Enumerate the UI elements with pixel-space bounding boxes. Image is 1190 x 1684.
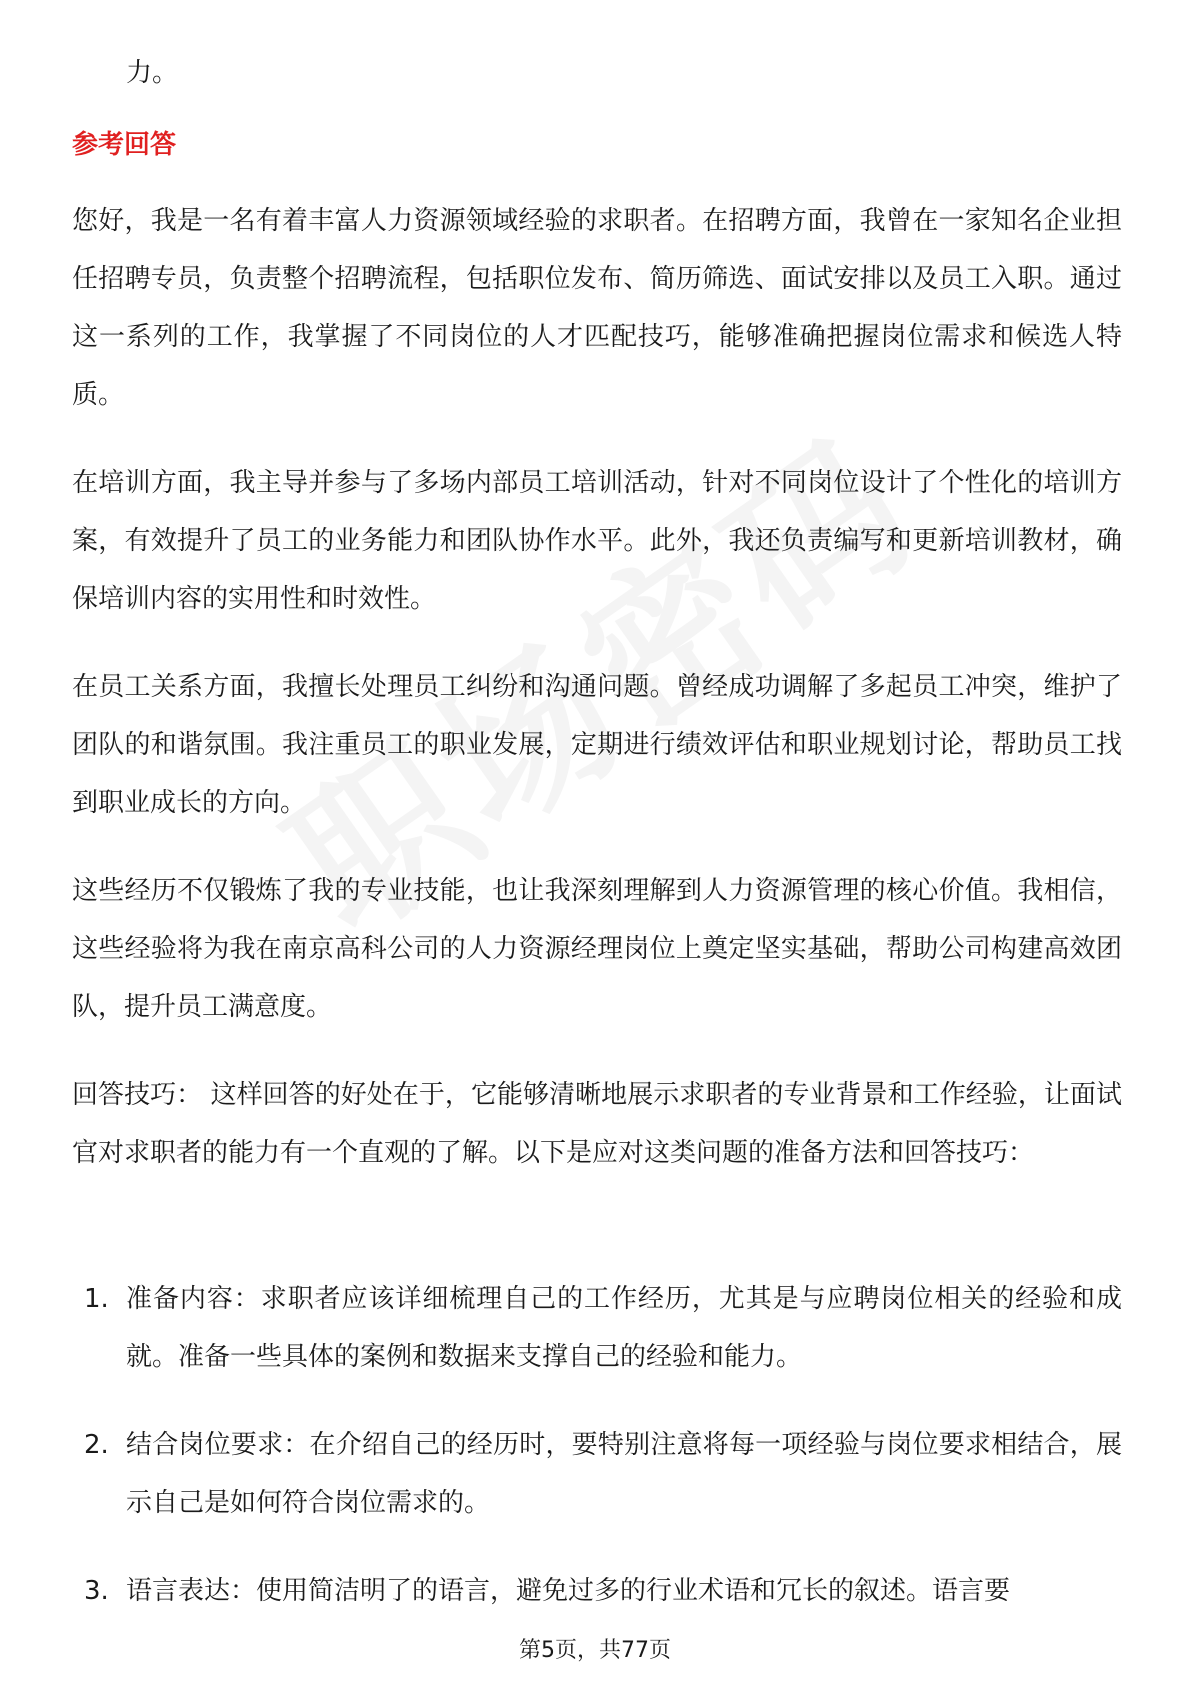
list-item-number: 2. bbox=[84, 1430, 109, 1460]
list-item-number: 1. bbox=[84, 1284, 109, 1314]
list-item bbox=[84, 1416, 1122, 1532]
paragraph-summary: 这些经历不仅锻炼了我的专业技能，也让我深刻理解到人力资源管理的核心价值。我相信，这些经验将为我在南京高科公司的人力资源经理岗位上奠定坚实基础，帮助公司构建高效团队，提升员工满意度。 bbox=[72, 876, 1122, 1022]
page-number-footer: 第5页，共77页 bbox=[519, 1638, 671, 1663]
list-item bbox=[84, 1562, 1122, 1620]
section-title: 参考回答 bbox=[72, 130, 177, 160]
paragraph-training: 在培训方面，我主导并参与了多场内部员工培训活动，针对不同岗位设计了个性化的培训方案，有效提升了员工的业务能力和团队协作水平。此外，我还负责编写和更新培训教材，确保培训内容的实用性和时效性。 bbox=[72, 468, 1122, 614]
paragraph-employee-relations: 在员工关系方面，我擅长处理员工纠纷和沟通问题。曾经成功调解了多起员工冲突，维护了团队的和谐氛围。我注重员工的职业发展，定期进行绩效评估和职业规划讨论，帮助员工找到职业成长的方向。 bbox=[72, 672, 1122, 818]
list-item-text: 结合岗位要求：在介绍自己的经历时，要特别注意将每一项经验与岗位要求相结合，展示自己是如何符合岗位需求的。 bbox=[126, 1430, 1122, 1518]
list-item-number: 3. bbox=[84, 1576, 109, 1606]
list-item-text: 语言表达：使用简洁明了的语言，避免过多的行业术语和冗长的叙述。语言要 bbox=[126, 1576, 1011, 1606]
paragraph-recruiting: 您好，我是一名有着丰富人力资源领域经验的求职者。在招聘方面，我曾在一家知名企业担任招聘专员，负责整个招聘流程，包括职位发布、简历筛选、面试安排以及员工入职。通过这一系列的工作，我掌握了不同岗位的人才匹配技巧，能够准确把握岗位需求和候选人特质。 bbox=[72, 206, 1122, 410]
list-item bbox=[84, 1270, 1122, 1386]
paragraph-answer-tips: 回答技巧： 这样回答的好处在于，它能够清晰地展示求职者的专业背景和工作经验，让面试官对求职者的能力有一个直观的了解。以下是应对这类问题的准备方法和回答技巧： bbox=[72, 1080, 1122, 1168]
continuation-text: 力。 bbox=[126, 58, 179, 88]
list-item-text: 准备内容：求职者应该详细梳理自己的工作经历，尤其是与应聘岗位相关的经验和成就。准备一些具体的案例和数据来支撑自己的经验和能力。 bbox=[126, 1284, 1122, 1372]
